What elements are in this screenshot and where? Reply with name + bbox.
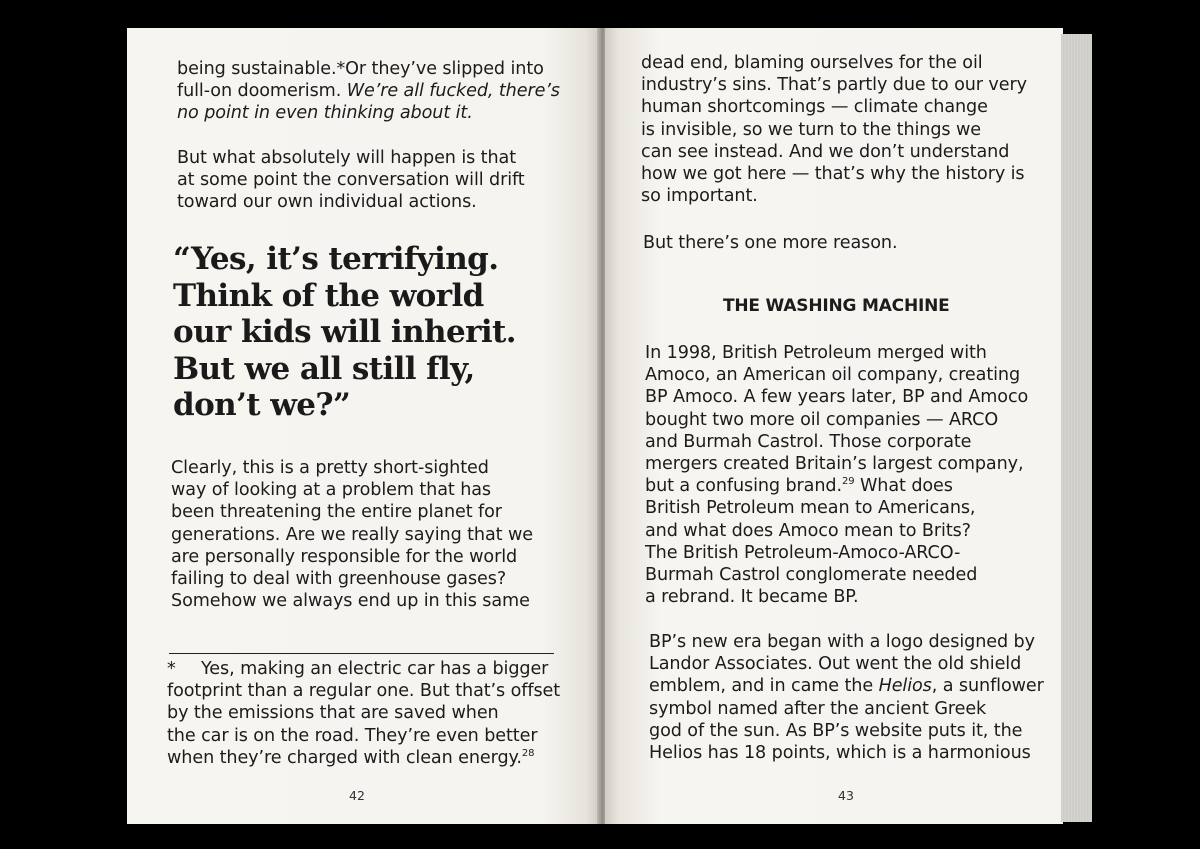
footnote-text: Yes, making an electric car has a bigger footprint than a regular one. But that’s offset by the emissions that are saved when the car is on the road. They’re even better when they’re charged with clean energy. [167,659,561,768]
right-paragraph-4-italic: Helios [878,676,932,697]
right-paragraph-3 [645,342,1028,608]
right-paragraph-4 [649,631,1044,764]
left-opening-plain: being sustainable.*Or they’ve slipped into full-on doomerism. [177,59,544,102]
open-book [127,28,1092,824]
pull-quote: “Yes, it’s terrifying. Think of the world our kids will inherit. But we all still fly, don’t we?” [173,241,516,423]
left-paragraph-1: But what absolutely will happen is that at some point the conversation will drift toward our own individual actions. [177,148,525,213]
right-paragraph-4-part-b: , a sunflower symbol named after the ancient Greek god of the sun. As BP’s website puts it, the Helios has 18 points, which is a harmonious [649,676,1044,764]
right-paragraph-3-part-a: In 1998, British Petroleum merged with Amoco, an American oil company, creating BP Amoco. A few years later, BP and Amoco bought two more oil companies — ARCO and Burmah Castrol. Those corporate mergers created Britain’s largest company, but a confusing brand. [645,343,1029,497]
right-paragraph-1: dead end, blaming ourselves for the oil industry’s sins. That’s partly due to our very human shortcomings — climate change is invisible, so we turn to the things we can see instead. And we don’t understand how we got here — that’s why the history is so important. [641,53,1027,207]
footnote-marker: * [167,659,176,679]
right-paragraph-2: But there’s one more reason. [643,233,898,253]
page-number-right: 43 [838,788,854,803]
footnote-reference: 28 [521,747,535,759]
page-number-left: 42 [349,788,365,803]
left-opening-italic: We’re all fucked, there’s no point in even thinking about it. [177,81,560,124]
section-heading: THE WASHING MACHINE [723,296,950,316]
page-edges [1061,34,1092,822]
right-page [605,28,1063,824]
footnote-divider [169,653,554,654]
right-paragraph-4-part-a: BP’s new era began with a logo designed by Landor Associates. Out went the old shield emblem, and in came the [649,632,1035,697]
right-paragraph-3-reference: 29 [841,476,855,488]
left-page [127,28,600,824]
left-opening-lines [177,58,560,125]
right-paragraph-3-part-b: What does British Petroleum mean to Americans, and what does Amoco mean to Brits? The British Petroleum-Amoco-ARCO- Burmah Castrol conglomerate needed a rebrand. It became BP. [645,476,978,608]
footnote [167,658,560,769]
left-paragraph-2: Clearly, this is a pretty short-sighted way of looking at a problem that has been threatening the entire planet for generations. Are we really saying that we are personally responsible for the world failing to deal with greenhouse gases? Somehow we always end up in this same [171,458,533,612]
